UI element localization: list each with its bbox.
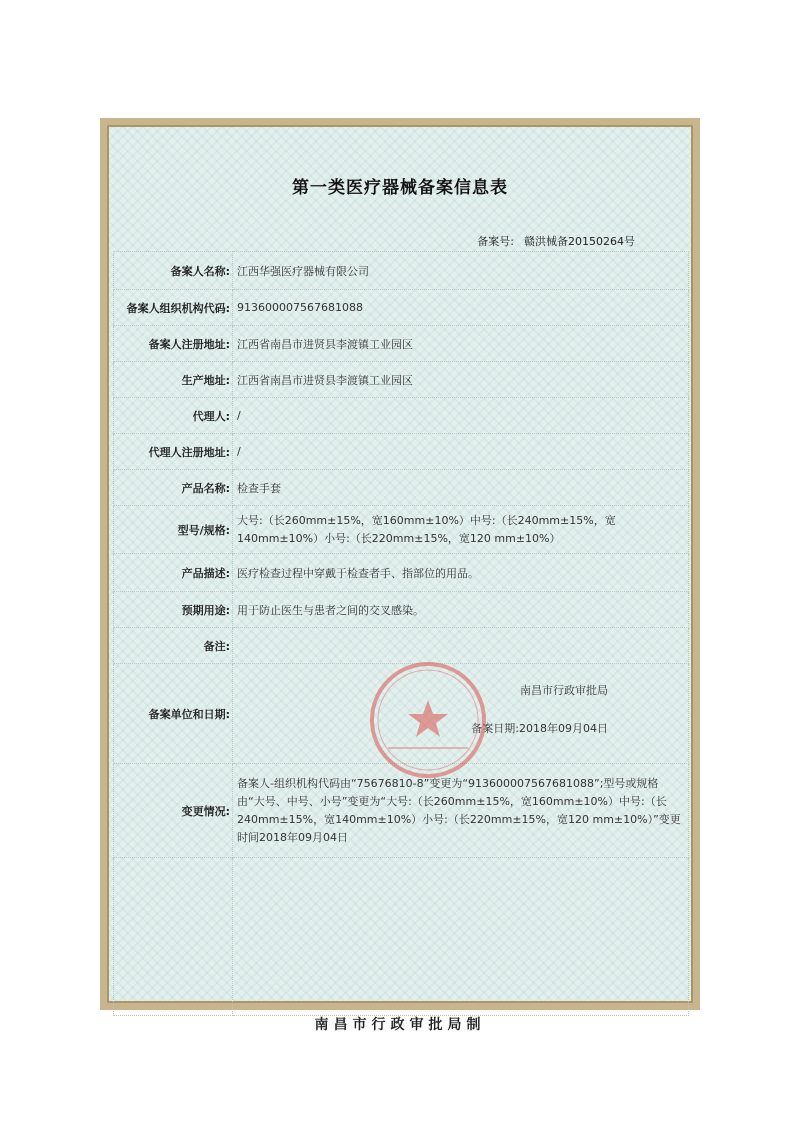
table-row	[114, 326, 689, 362]
row-value: /	[233, 398, 689, 434]
table-row	[114, 362, 689, 398]
official-seal-stamp	[368, 660, 488, 780]
table-row	[114, 592, 689, 628]
row-value	[233, 628, 689, 664]
row-label: 备案人名称:	[114, 252, 233, 290]
info-table	[113, 251, 689, 1016]
row-value: 江西省南昌市进贤县李渡镇工业园区	[233, 326, 689, 362]
row-label: 代理人注册地址:	[114, 434, 233, 470]
row-value: 用于防止医生与患者之间的交叉感染。	[233, 592, 689, 628]
table-row	[114, 398, 689, 434]
row-value: 大号:（长260mm±15%，宽160mm±10%）中号:（长240mm±15%，宽140mm±10%）小号:（长220mm±15%，宽120 mm±10%）	[233, 506, 689, 554]
change-label: 变更情况:	[114, 764, 233, 858]
row-value: 913600007567681088	[233, 290, 689, 326]
row-value: 医疗检查过程中穿戴于检查者手、指部位的用品。	[233, 554, 689, 592]
table-row	[114, 858, 689, 1016]
issuer-footer: 南昌市行政审批局制	[314, 1017, 486, 1033]
table-row	[114, 554, 689, 592]
certificate-sheet	[100, 118, 700, 1010]
row-label: 预期用途:	[114, 592, 233, 628]
record-number	[467, 233, 635, 249]
row-value: /	[233, 434, 689, 470]
table-row	[114, 290, 689, 326]
empty-cell	[233, 858, 689, 1016]
row-value: 江西华强医疗器械有限公司	[233, 252, 689, 290]
row-label: 生产地址:	[114, 362, 233, 398]
filing-date-label: 备案日期:	[471, 722, 519, 735]
filing-date-value: 2018年09月04日	[519, 722, 608, 735]
row-label: 代理人:	[114, 398, 233, 434]
filing-unit-label: 备案单位和日期:	[114, 664, 233, 764]
table-row	[114, 506, 689, 554]
row-value: 检查手套	[233, 470, 689, 506]
row-label: 型号/规格:	[114, 506, 233, 554]
table-row	[114, 470, 689, 506]
change-text: 备案人-组织机构代码由“75676810-8”变更为“913600007567681088”;型号或规格由“大号、中号、小号”变更为“大号:（长260mm±15%，宽160mm±10%）中号:（长240mm±15%，宽140mm±10%）小号:（长220mm±15%，宽120 mm±10%）”变更时间2018年09月04日	[233, 764, 689, 858]
row-label: 备案人组织机构代码:	[114, 290, 233, 326]
record-number-value: 赣洪械备20150264号	[524, 235, 635, 248]
record-number-label: 备案号:	[477, 235, 514, 248]
row-label: 备案人注册地址:	[114, 326, 233, 362]
table-row	[114, 628, 689, 664]
filing-date	[471, 720, 608, 736]
table-row	[114, 252, 689, 290]
document-title: 第一类医疗器械备案信息表	[292, 178, 508, 198]
row-label: 产品描述:	[114, 554, 233, 592]
row-label: 备注:	[114, 628, 233, 664]
table-row	[114, 434, 689, 470]
empty-cell	[114, 858, 233, 1016]
row-value: 江西省南昌市进贤县李渡镇工业园区	[233, 362, 689, 398]
row-label: 产品名称:	[114, 470, 233, 506]
filing-unit-name: 南昌市行政审批局	[520, 684, 608, 697]
